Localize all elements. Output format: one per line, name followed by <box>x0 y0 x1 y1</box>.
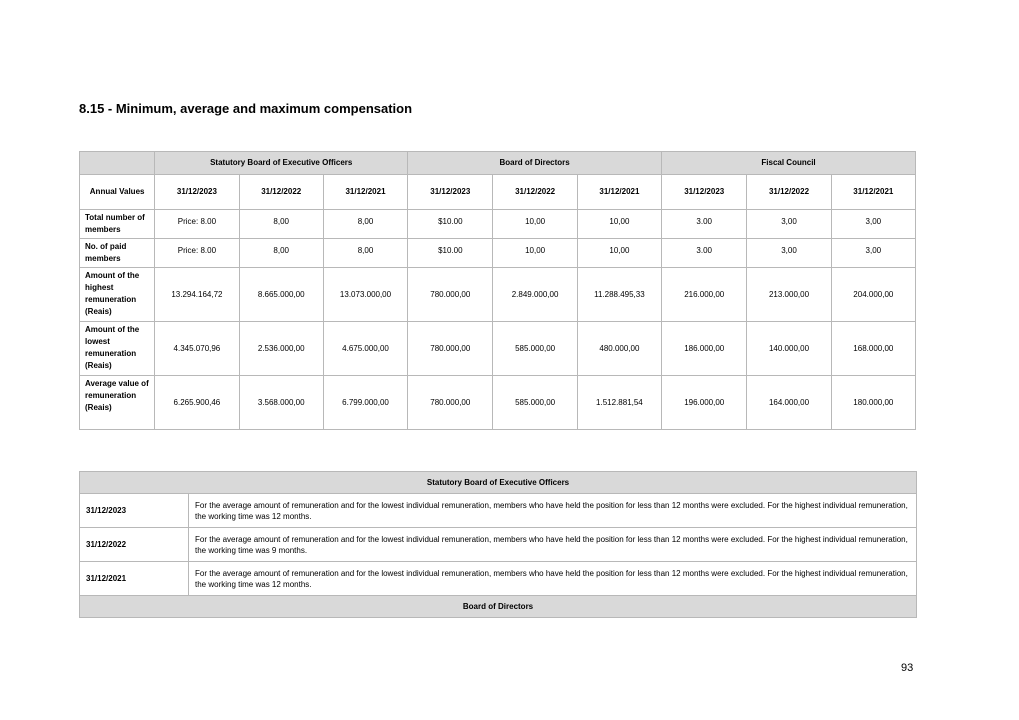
group-header-directors: Board of Directors <box>408 152 662 175</box>
table-row <box>80 239 916 268</box>
row-label: Average value of remuneration (Reais) <box>80 376 155 430</box>
table-cell: 3,00 <box>831 239 915 268</box>
table-cell: 780.000,00 <box>408 376 493 430</box>
table-cell: 3.00 <box>662 210 747 239</box>
annual-values-label: Annual Values <box>80 175 155 210</box>
note-date: 31/12/2023 <box>80 494 189 528</box>
table-cell: 8,00 <box>239 239 323 268</box>
note-row <box>80 494 917 528</box>
date-header: 31/12/2022 <box>239 175 323 210</box>
table-cell: 2.849.000,00 <box>493 268 577 322</box>
table-cell: 585.000,00 <box>493 322 577 376</box>
table-cell: Price: 8.00 <box>155 239 239 268</box>
date-header: 31/12/2022 <box>493 175 577 210</box>
row-label: No. of paid members <box>80 239 155 268</box>
table-cell: 3,00 <box>831 210 915 239</box>
table-cell: 213.000,00 <box>747 268 831 322</box>
table-row <box>80 322 916 376</box>
table-cell: 216.000,00 <box>662 268 747 322</box>
date-header: 31/12/2023 <box>155 175 239 210</box>
table-cell: 3.568.000,00 <box>239 376 323 430</box>
row-label: Amount of the lowest remuneration (Reais) <box>80 322 155 376</box>
table-cell: 2.536.000,00 <box>239 322 323 376</box>
table-cell: 3,00 <box>747 239 831 268</box>
date-header: 31/12/2021 <box>323 175 407 210</box>
date-header: 31/12/2021 <box>577 175 661 210</box>
table-cell: Price: 8.00 <box>155 210 239 239</box>
table-cell: 11.288.495,33 <box>577 268 661 322</box>
table-cell: 168.000,00 <box>831 322 915 376</box>
date-header: 31/12/2023 <box>662 175 747 210</box>
table-cell: 780.000,00 <box>408 322 493 376</box>
date-header: 31/12/2022 <box>747 175 831 210</box>
table-cell: 13.294.164,72 <box>155 268 239 322</box>
note-row <box>80 562 917 596</box>
table-cell: 13.073.000,00 <box>323 268 407 322</box>
table-cell: 10,00 <box>577 210 661 239</box>
table-cell: $10.00 <box>408 210 493 239</box>
note-text: For the average amount of remuneration and for the lowest individual remuneration, members who have held the position for less than 12 months were excluded. For the highest individual remuneration, the working time was 12 months. <box>189 562 917 596</box>
row-label: Total number of members <box>80 210 155 239</box>
note-text: For the average amount of remuneration and for the lowest individual remuneration, members who have held the position for less than 12 months were excluded. For the highest individual remuneration, the working time was 12 months. <box>189 494 917 528</box>
table-cell: 3.00 <box>662 239 747 268</box>
table-cell: 3,00 <box>747 210 831 239</box>
group-header-executive: Statutory Board of Executive Officers <box>155 152 408 175</box>
table-row <box>80 376 916 430</box>
table-cell: 204.000,00 <box>831 268 915 322</box>
header-corner <box>80 152 155 175</box>
table-cell: 8,00 <box>323 210 407 239</box>
table-cell: 1.512.881,54 <box>577 376 661 430</box>
table-cell: 8,00 <box>239 210 323 239</box>
table-cell: 10,00 <box>577 239 661 268</box>
table-cell: 140.000,00 <box>747 322 831 376</box>
note-date: 31/12/2021 <box>80 562 189 596</box>
table-cell: 8.665.000,00 <box>239 268 323 322</box>
table-cell: $10.00 <box>408 239 493 268</box>
note-date: 31/12/2022 <box>80 528 189 562</box>
table-cell: 164.000,00 <box>747 376 831 430</box>
group-header-fiscal: Fiscal Council <box>662 152 916 175</box>
notes-header: Statutory Board of Executive Officers <box>80 472 917 494</box>
table-cell: 780.000,00 <box>408 268 493 322</box>
table-cell: 10,00 <box>493 239 577 268</box>
table-row <box>80 268 916 322</box>
page-number: 93 <box>901 662 914 674</box>
table-cell: 186.000,00 <box>662 322 747 376</box>
table-cell: 6.265.900,46 <box>155 376 239 430</box>
table-cell: 180.000,00 <box>831 376 915 430</box>
notes-footer: Board of Directors <box>80 596 917 618</box>
table-cell: 6.799.000,00 <box>323 376 407 430</box>
table-cell: 480.000,00 <box>577 322 661 376</box>
row-label: Amount of the highest remuneration (Reais) <box>80 268 155 322</box>
section-title: 8.15 - Minimum, average and maximum compensation <box>79 101 413 116</box>
note-row <box>80 528 917 562</box>
table-cell: 8,00 <box>323 239 407 268</box>
table-row <box>80 210 916 239</box>
table-cell: 4.675.000,00 <box>323 322 407 376</box>
table-cell: 4.345.070,96 <box>155 322 239 376</box>
table-cell: 196.000,00 <box>662 376 747 430</box>
table-cell: 10,00 <box>493 210 577 239</box>
table-cell: 585.000,00 <box>493 376 577 430</box>
date-header: 31/12/2021 <box>831 175 915 210</box>
date-header: 31/12/2023 <box>408 175 493 210</box>
notes-table <box>79 471 917 618</box>
note-text: For the average amount of remuneration and for the lowest individual remuneration, members who have held the position for less than 12 months were excluded. For the highest individual remuneration, the working time was 9 months. <box>189 528 917 562</box>
compensation-table <box>79 151 916 430</box>
